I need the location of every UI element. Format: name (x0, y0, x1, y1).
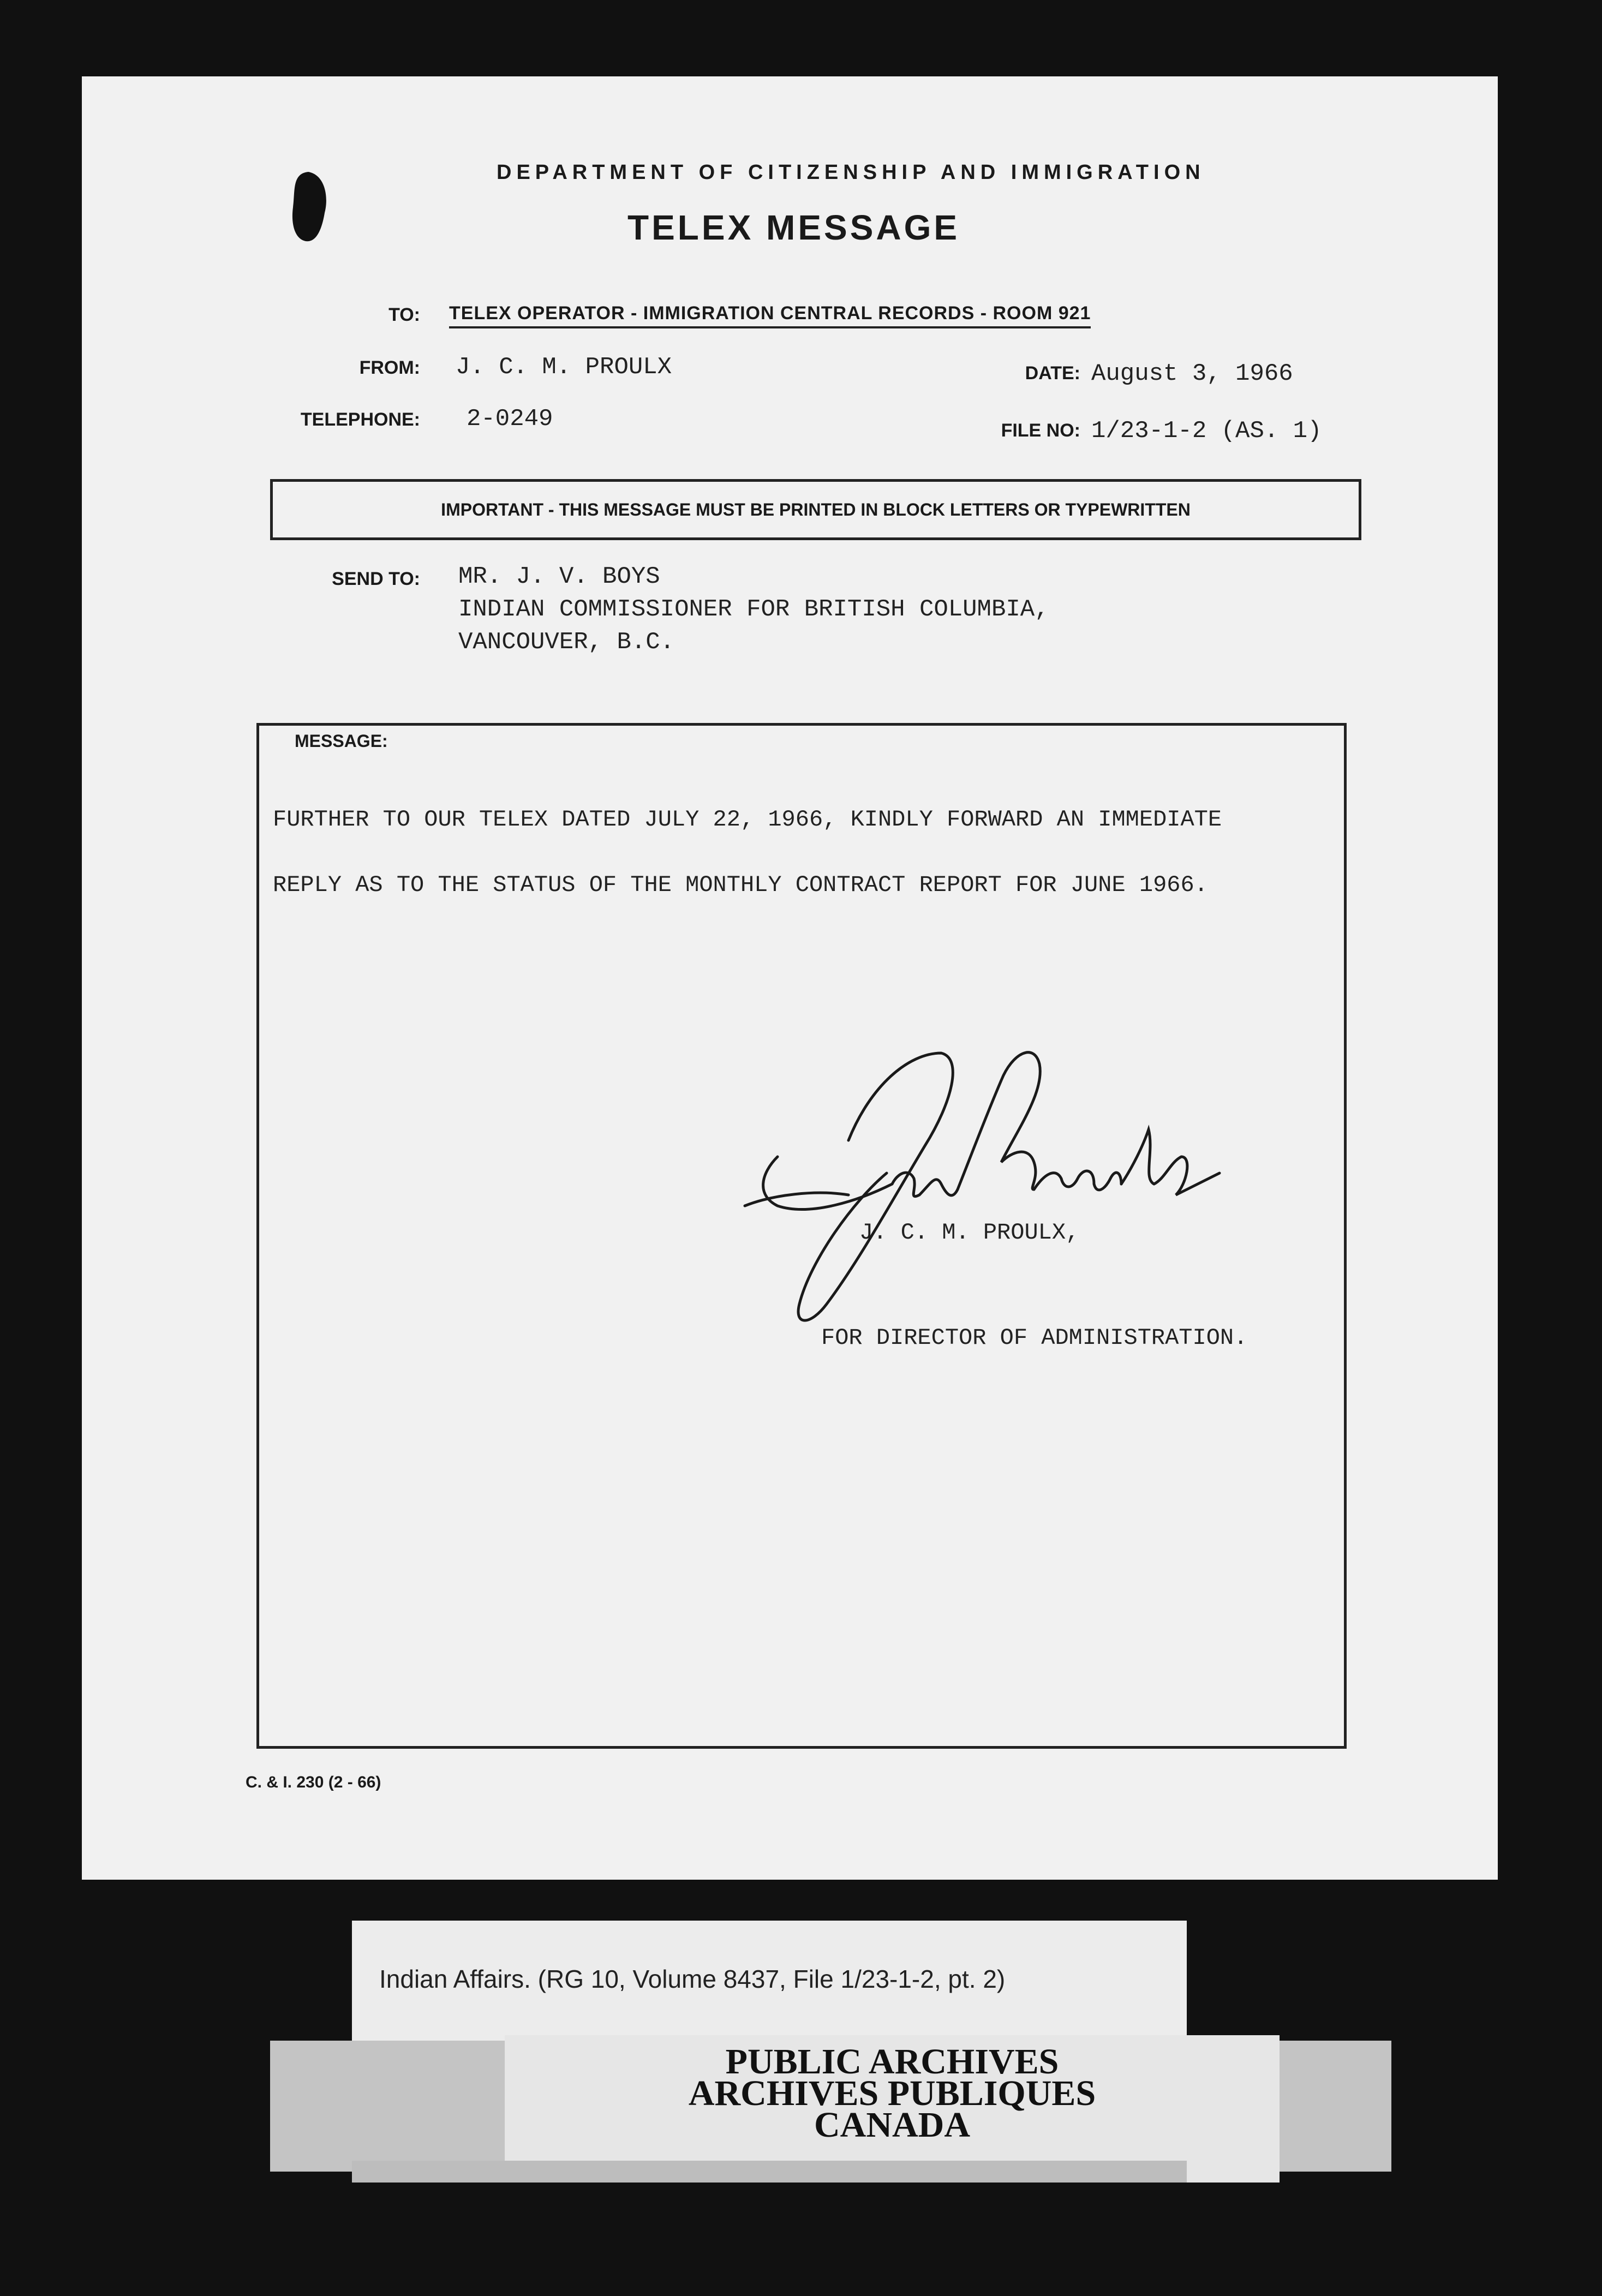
archive-stamp-line-1: PUBLIC ARCHIVES (725, 2042, 1059, 2082)
important-notice-box (270, 479, 1361, 540)
telephone-value: 2-0249 (467, 405, 553, 433)
telephone-label: TELEPHONE: (300, 409, 420, 430)
to-value: TELEX OPERATOR - IMMIGRATION CENTRAL RECORDS - ROOM 921 (449, 303, 1091, 328)
archive-stamp-base (352, 2161, 1187, 2183)
archive-caption-strip (352, 1921, 1187, 2041)
file-no-label: FILE NO: (1001, 420, 1080, 441)
date-label: DATE: (1025, 363, 1080, 384)
message-line-1: FURTHER TO OUR TELEX DATED JULY 22, 1966, KINDLY FORWARD AN IMMEDIATE (273, 806, 1222, 833)
to-label: TO: (388, 304, 420, 325)
signature-title: FOR DIRECTOR OF ADMINISTRATION. (821, 1325, 1248, 1351)
send-to-line-2: INDIAN COMMISSIONER FOR BRITISH COLUMBIA, (458, 596, 1049, 623)
archive-caption: Indian Affairs. (RG 10, Volume 8437, File 1/23-1-2, pt. 2) (379, 1965, 1006, 1993)
archive-stamp-line-2: ARCHIVES PUBLIQUES (688, 2073, 1096, 2113)
handwritten-signature (728, 1020, 1252, 1348)
message-label: MESSAGE: (295, 731, 388, 751)
file-no-value: 1/23-1-2 (AS. 1) (1091, 417, 1322, 445)
date-value: August 3, 1966 (1091, 360, 1293, 387)
send-to-line-1: MR. J. V. BOYS (458, 563, 660, 590)
form-number: C. & I. 230 (2 - 66) (246, 1773, 381, 1791)
from-label: FROM: (359, 357, 420, 378)
ink-blot (286, 169, 330, 246)
message-box (256, 723, 1347, 1749)
send-to-label: SEND TO: (332, 569, 420, 589)
telex-form-page (82, 76, 1498, 1880)
message-line-2: REPLY AS TO THE STATUS OF THE MONTHLY CONTRACT REPORT FOR JUNE 1966. (273, 872, 1208, 898)
archive-stamp-line-3: CANADA (814, 2105, 970, 2145)
signature-name: J. C. M. PROULX, (859, 1219, 1080, 1246)
department-heading: DEPARTMENT OF CITIZENSHIP AND IMMIGRATION (497, 161, 1205, 184)
important-notice: IMPORTANT - THIS MESSAGE MUST BE PRINTED IN BLOCK LETTERS OR TYPEWRITTEN (441, 499, 1191, 519)
from-value: J. C. M. PROULX (456, 354, 672, 381)
send-to-line-3: VANCOUVER, B.C. (458, 629, 675, 656)
archive-stamp (505, 2042, 1280, 2145)
page-title: TELEX MESSAGE (627, 208, 960, 247)
